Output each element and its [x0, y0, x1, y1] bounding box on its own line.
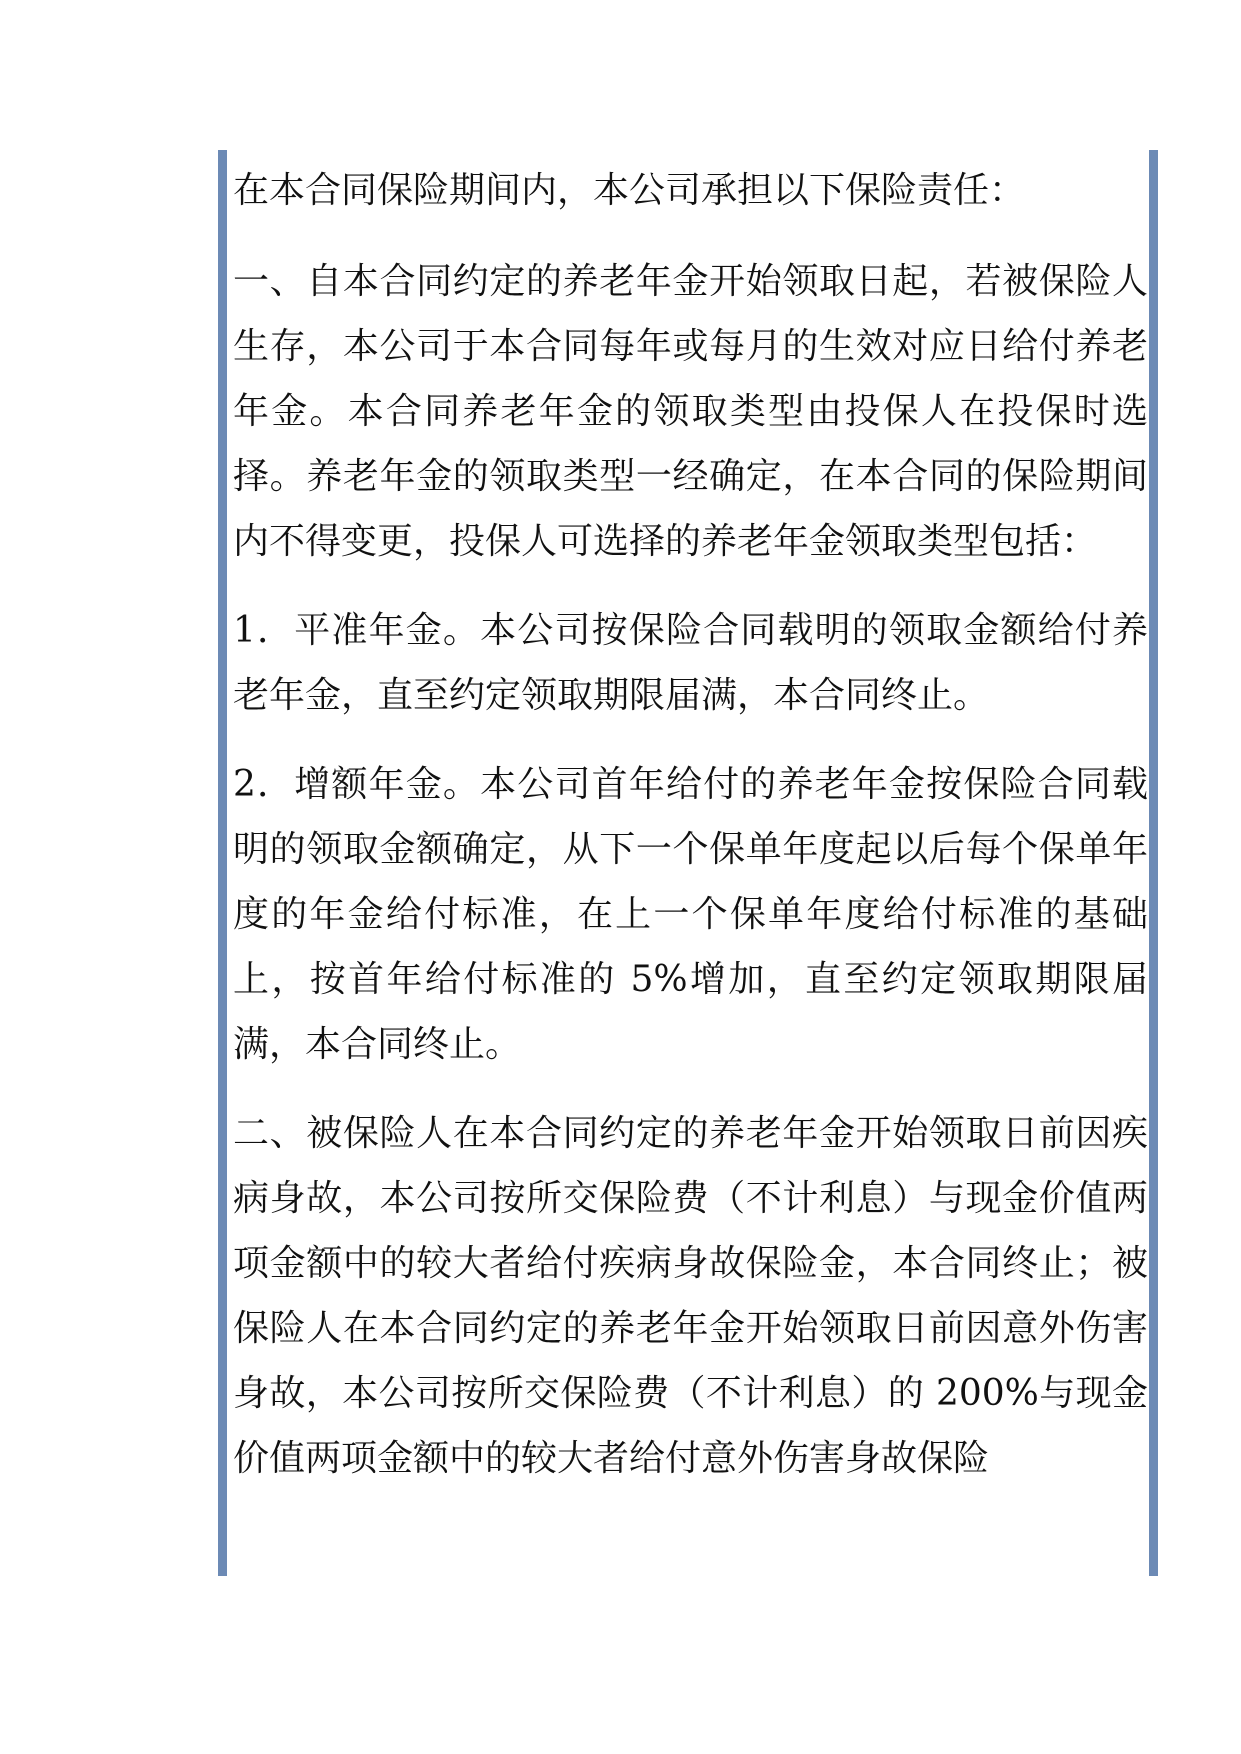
clause-one-paragraph: 一、自本合同约定的养老年金开始领取日起，若被保险人生存，本公司于本合同每年或每月的生效对应日给付养老年金。本合同养老年金的领取类型由投保人在投保时选择。养老年金的领取类型一经确定，在本合同的保险期间内不得变更，投保人可选择的养老年金领取类型包括：	[233, 261, 1148, 562]
level-annuity-paragraph: 1．平准年金。本公司按保险合同载明的领取金额给付养老年金，直至约定领取期限届满，本合同终止。	[233, 610, 1148, 716]
document-body	[233, 158, 1148, 1515]
intro-paragraph: 在本合同保险期间内，本公司承担以下保险责任：	[233, 170, 1026, 211]
increasing-annuity-paragraph: 2．增额年金。本公司首年给付的养老年金按保险合同载明的领取金额确定，从下一个保单年度起以后每个保单年度的年金给付标准，在上一个保单年度给付标准的基础上，按首年给付标准的 5%增加，直至约定领取期限届满，本合同终止。	[233, 764, 1148, 1065]
document-frame	[218, 150, 1158, 1576]
clause-two-paragraph: 二、被保险人在本合同约定的养老年金开始领取日前因疾病身故，本公司按所交保险费（不计利息）与现金价值两项金额中的较大者给付疾病身故保险金，本合同终止；被保险人在本合同约定的养老年金开始领取日前因意外伤害身故，本公司按所交保险费（不计利息）的 200%与现金价值两项金额中的较大者给付意外伤害身故保险	[233, 1113, 1148, 1479]
